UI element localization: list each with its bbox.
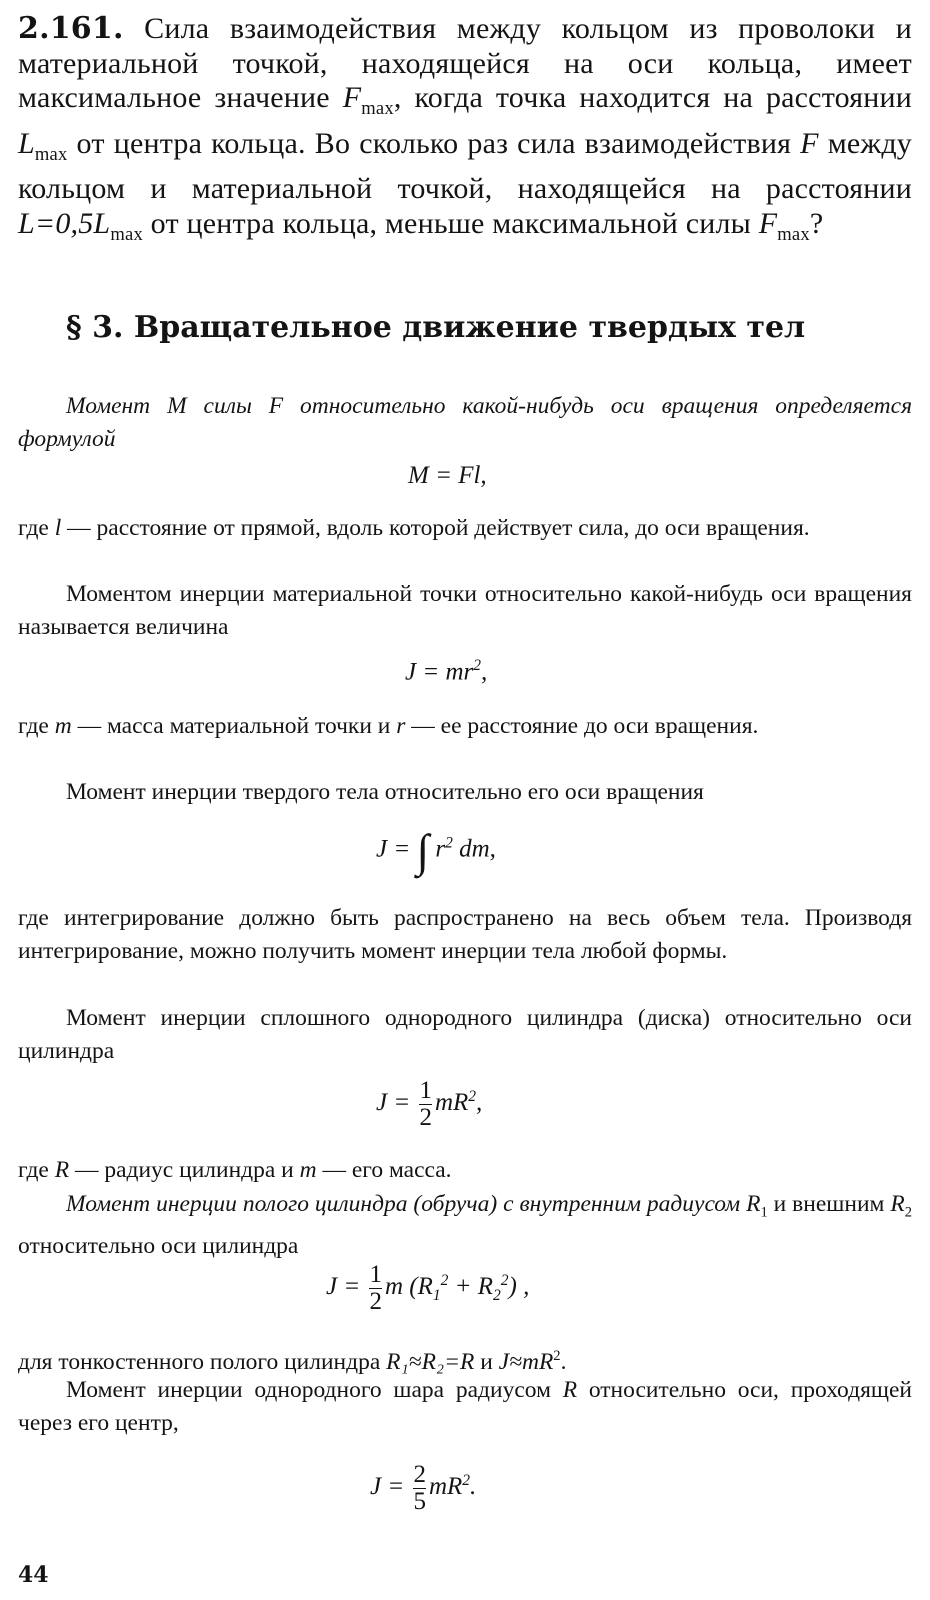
paragraph-solid-cylinder: Момент инерции сплошного однородного цилиндра (диска) относительно оси цилиндра — [18, 1005, 912, 1064]
page-number: 44 — [18, 1562, 49, 1588]
paragraph-rigid-body: Момент инерции твердого тела относительно его оси вращения — [66, 779, 704, 805]
formula-integral: J = ∫ $r^2$ dm, — [376, 825, 496, 876]
fraction: $\frac{1}{2}$ — [419, 1077, 432, 1131]
formula-solid-cylinder: J = $\frac{1}{2}$ $mR^2$, — [376, 1077, 483, 1131]
paragraph-hollow-cylinder: Момент инерции полого цилиндра (обруча) с внутренним радиусом $R_1$ и внешним $R_2$ относительно оси цилиндра — [18, 1191, 912, 1259]
formula-hollow-cylinder: J = $\frac{1}{2}$ m $(R_1^2 + R_2^2)$ , — [326, 1261, 530, 1315]
problem-2-161: 2.161. Сила взаимодействия между кольцом из проволоки и материальной точкой, находящейся на оси кольца, имеет максимальное значение $F_{max}$, когда точка находится на расстоянии $L_{max}$ от центра кольца. Во сколько раз сила взаимодействия F между кольцом и материальной точкой, находящейся на расстоянии $L=0,5L_{max}$ от центра кольца, меньше максимальной силы $F_{max}$? — [18, 11, 912, 245]
section-heading: § 3. Вращательное движение твердых тел — [66, 310, 806, 345]
paragraph-lever-arm: где l — расстояние от прямой, вдоль которой действует сила, до оси вращения. — [18, 515, 810, 541]
paragraph-integration: где интегрирование должно быть распространено на весь объем тела. Производя интегрирование, можно получить момент инерции тела любой формы. — [18, 905, 912, 964]
formula-sphere: J = $\frac{2}{5}$ $mR^2$. — [370, 1461, 477, 1515]
paragraph-torque: Момент M силы F относительно какой-нибудь оси вращения определяется формулой — [18, 393, 912, 452]
paragraph-thin-wall: для тонкостенного полого цилиндра R₁≈R₂=R и $J\approx mR^2$. — [18, 1348, 567, 1375]
paragraph-radius-mass: где R — радиус цилиндра и m — его масса. — [18, 1157, 452, 1183]
integral-sign: ∫ — [416, 825, 430, 876]
paragraph-mass-distance: где m — масса материальной точки и r — ее расстояние до оси вращения. — [18, 713, 759, 739]
formula-torque: M = Fl, — [408, 462, 487, 489]
paragraph-sphere: Момент инерции однородного шара радиусом R относительно оси, проходящей через его центр, — [18, 1377, 912, 1436]
fraction: $\frac{1}{2}$ — [369, 1261, 382, 1315]
problem-number: 2.161. — [18, 11, 124, 46]
paragraph-point-inertia: Моментом инерции материальной точки относительно какой-нибудь оси вращения называется величина — [18, 581, 912, 640]
formula-point-inertia: $J = mr^2$, — [405, 657, 488, 686]
fraction: $\frac{2}{5}$ — [413, 1461, 426, 1515]
